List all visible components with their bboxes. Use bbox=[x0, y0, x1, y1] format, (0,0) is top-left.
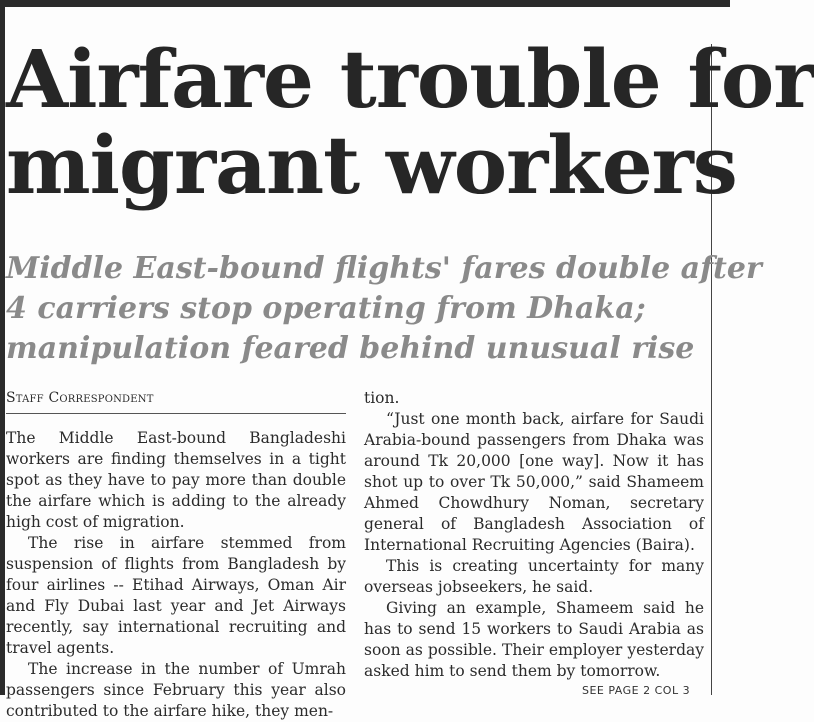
paragraph: The rise in airfare stemmed from suspension of flights from Bangladesh by four airlines -- Etihad Airways, Oman Air and Fly Dubai last year and Jet Airways recently, say international recruiting and travel agents. bbox=[6, 534, 346, 657]
subheadline bbox=[6, 249, 762, 369]
paragraph: The increase in the number of Umrah passengers since February this year also contributed to the airfare hike, they men- bbox=[6, 660, 346, 720]
paragraph: The Middle East-bound Bangladeshi workers are finding themselves in a tight spot as they have to pay more than double the airfare which is adding to the already high cost of migration. bbox=[6, 429, 346, 531]
paragraph: “Just one month back, airfare for Saudi Arabia-bound passengers from Dhaka was around Tk 20,000 [one way]. Now it has shot up to over Tk 50,000,” said Shameem Ahmed Chowdhury Noman, secretary general of Bangladesh Association of International Recruiting Agencies (Baira). bbox=[364, 410, 704, 554]
paragraph: Giving an example, Shameem said he has to send 15 workers to Saudi Arabia as soon as possible. Their employer yesterday asked him to send them by tomorrow. bbox=[364, 599, 704, 680]
subheadline-line-3: manipulation feared behind unusual rise bbox=[6, 331, 695, 366]
continuation-note: SEE PAGE 2 COL 3 bbox=[582, 684, 691, 697]
page-edge-rule bbox=[0, 0, 5, 695]
article-column-1 bbox=[6, 388, 346, 722]
byline: Staff Correspondent bbox=[6, 388, 346, 414]
headline bbox=[6, 32, 814, 212]
subheadline-line-2: 4 carriers stop operating from Dhaka; bbox=[6, 291, 646, 326]
headline-line-1: Airfare trouble for bbox=[6, 32, 814, 126]
paragraph: This is creating uncertainty for many overseas jobseekers, he said. bbox=[364, 557, 704, 596]
headline-line-2: migrant workers bbox=[6, 118, 737, 212]
subheadline-line-1: Middle East-bound flights' fares double after bbox=[6, 251, 762, 286]
paragraph-continued: tion. bbox=[364, 389, 400, 407]
article-column-2 bbox=[364, 388, 704, 682]
masthead-bar bbox=[0, 0, 730, 7]
